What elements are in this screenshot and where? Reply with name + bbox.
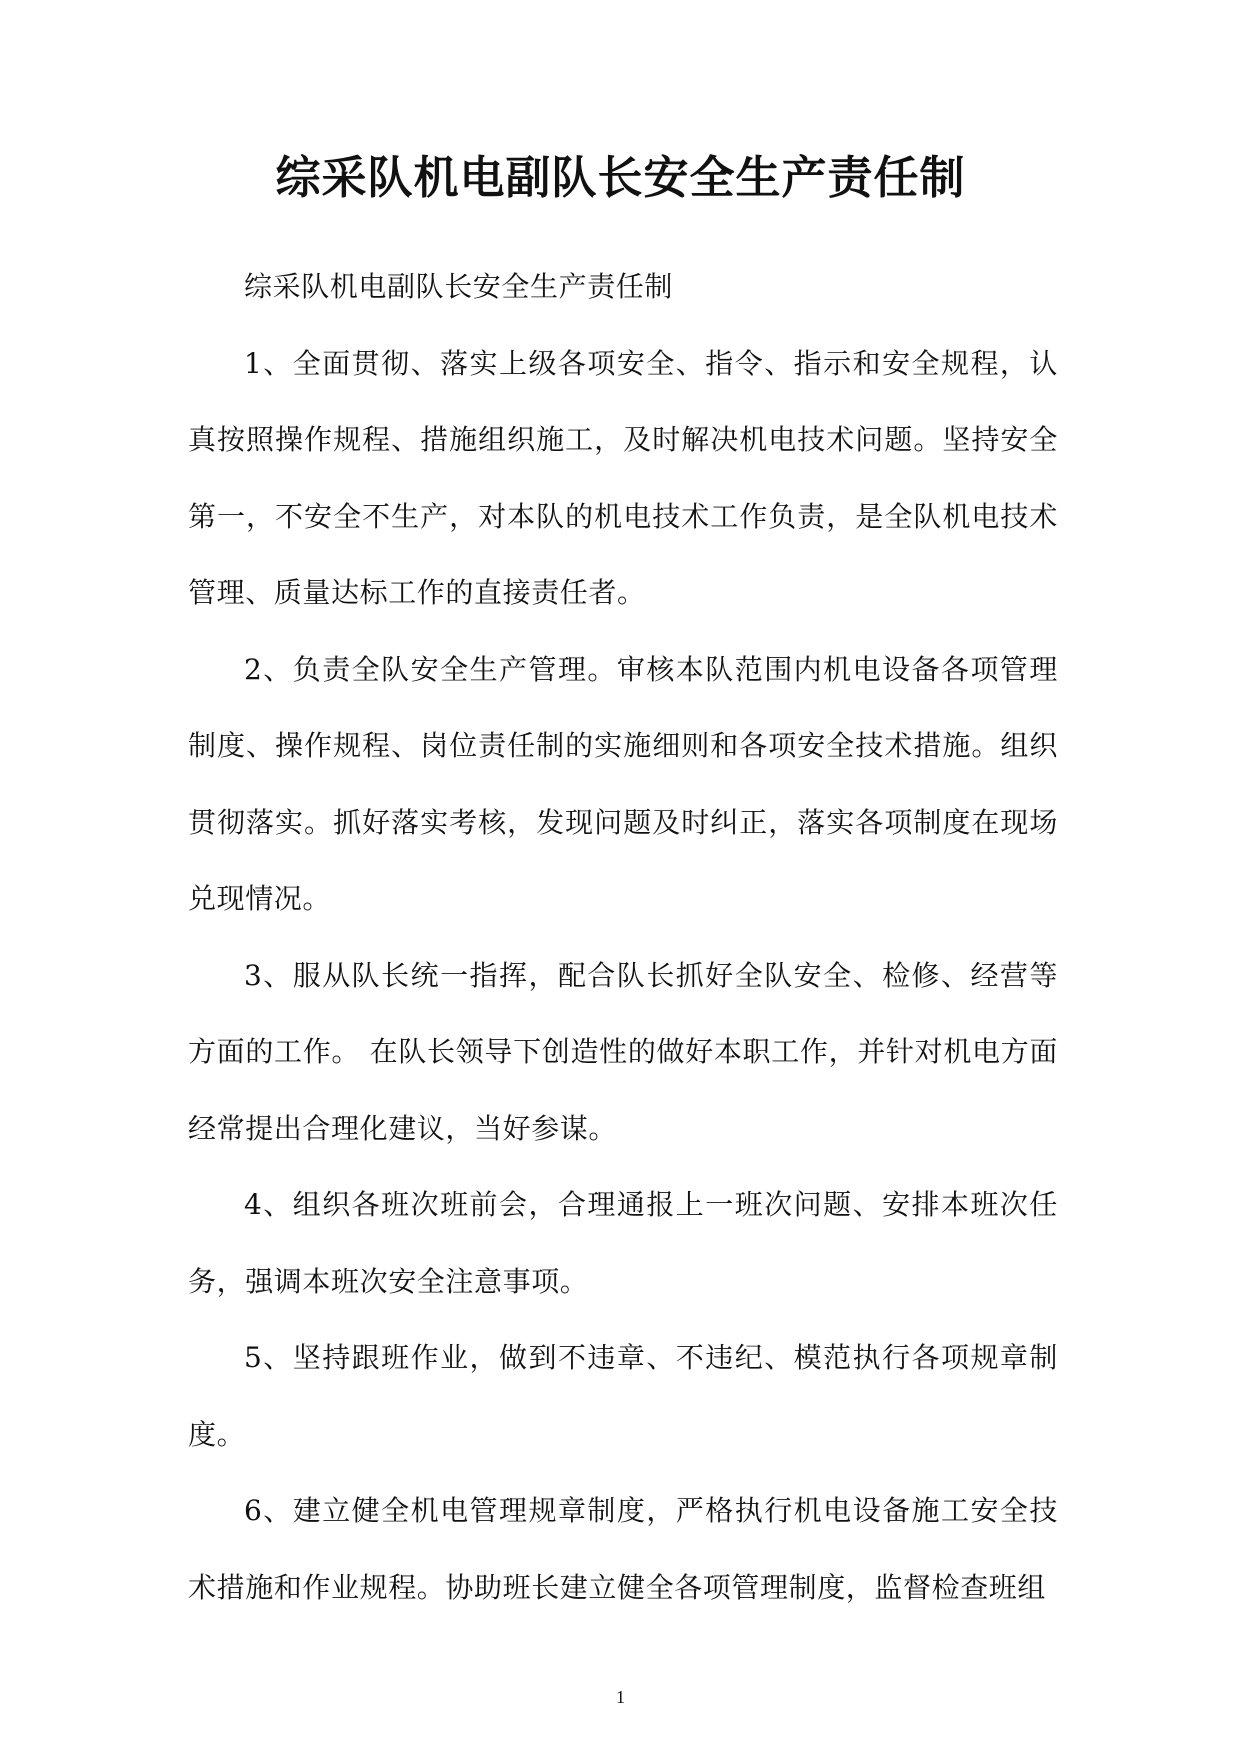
- body-paragraph-item-6: 6、建立健全机电管理规章制度，严格执行机电设备施工安全技术措施和作业规程。协助班长建立健全各项管理制度，监督检查班组: [188, 1494, 1058, 1604]
- document-title: 综采队机电副队长安全生产责任制: [275, 151, 966, 204]
- page-number: 1: [616, 1687, 625, 1707]
- body-paragraph-heading: 综采队机电副队长安全生产责任制: [244, 270, 674, 303]
- document-body: [188, 249, 1058, 1626]
- body-paragraph-item-4: 4、组织各班次班前会，合理通报上一班次问题、安排本班次任务，强调本班次安全注意事项。: [188, 1188, 1058, 1298]
- body-paragraph-item-3: 3、服从队长统一指挥，配合队长抓好全队安全、检修、经营等方面的工作。 在队长领导下创造性的做好本职工作，并针对机电方面经常提出合理化建议，当好参谋。: [188, 958, 1058, 1145]
- body-paragraph-item-5: 5、坚持跟班作业，做到不违章、不违纪、模范执行各项规章制度。: [188, 1341, 1058, 1451]
- body-paragraph-item-2: 2、负责全队安全生产管理。审核本队范围内机电设备各项管理制度、操作规程、岗位责任制的实施细则和各项安全技术措施。组织贯彻落实。抓好落实考核，发现问题及时纠正，落实各项制度在现场兑现情况。: [188, 652, 1058, 915]
- body-paragraph-item-1: 1、全面贯彻、落实上级各项安全、指令、指示和安全规程，认真按照操作规程、措施组织施工，及时解决机电技术问题。坚持安全第一，不安全不生产，对本队的机电技术工作负责，是全队机电技术管理、质量达标工作的直接责任者。: [188, 346, 1058, 609]
